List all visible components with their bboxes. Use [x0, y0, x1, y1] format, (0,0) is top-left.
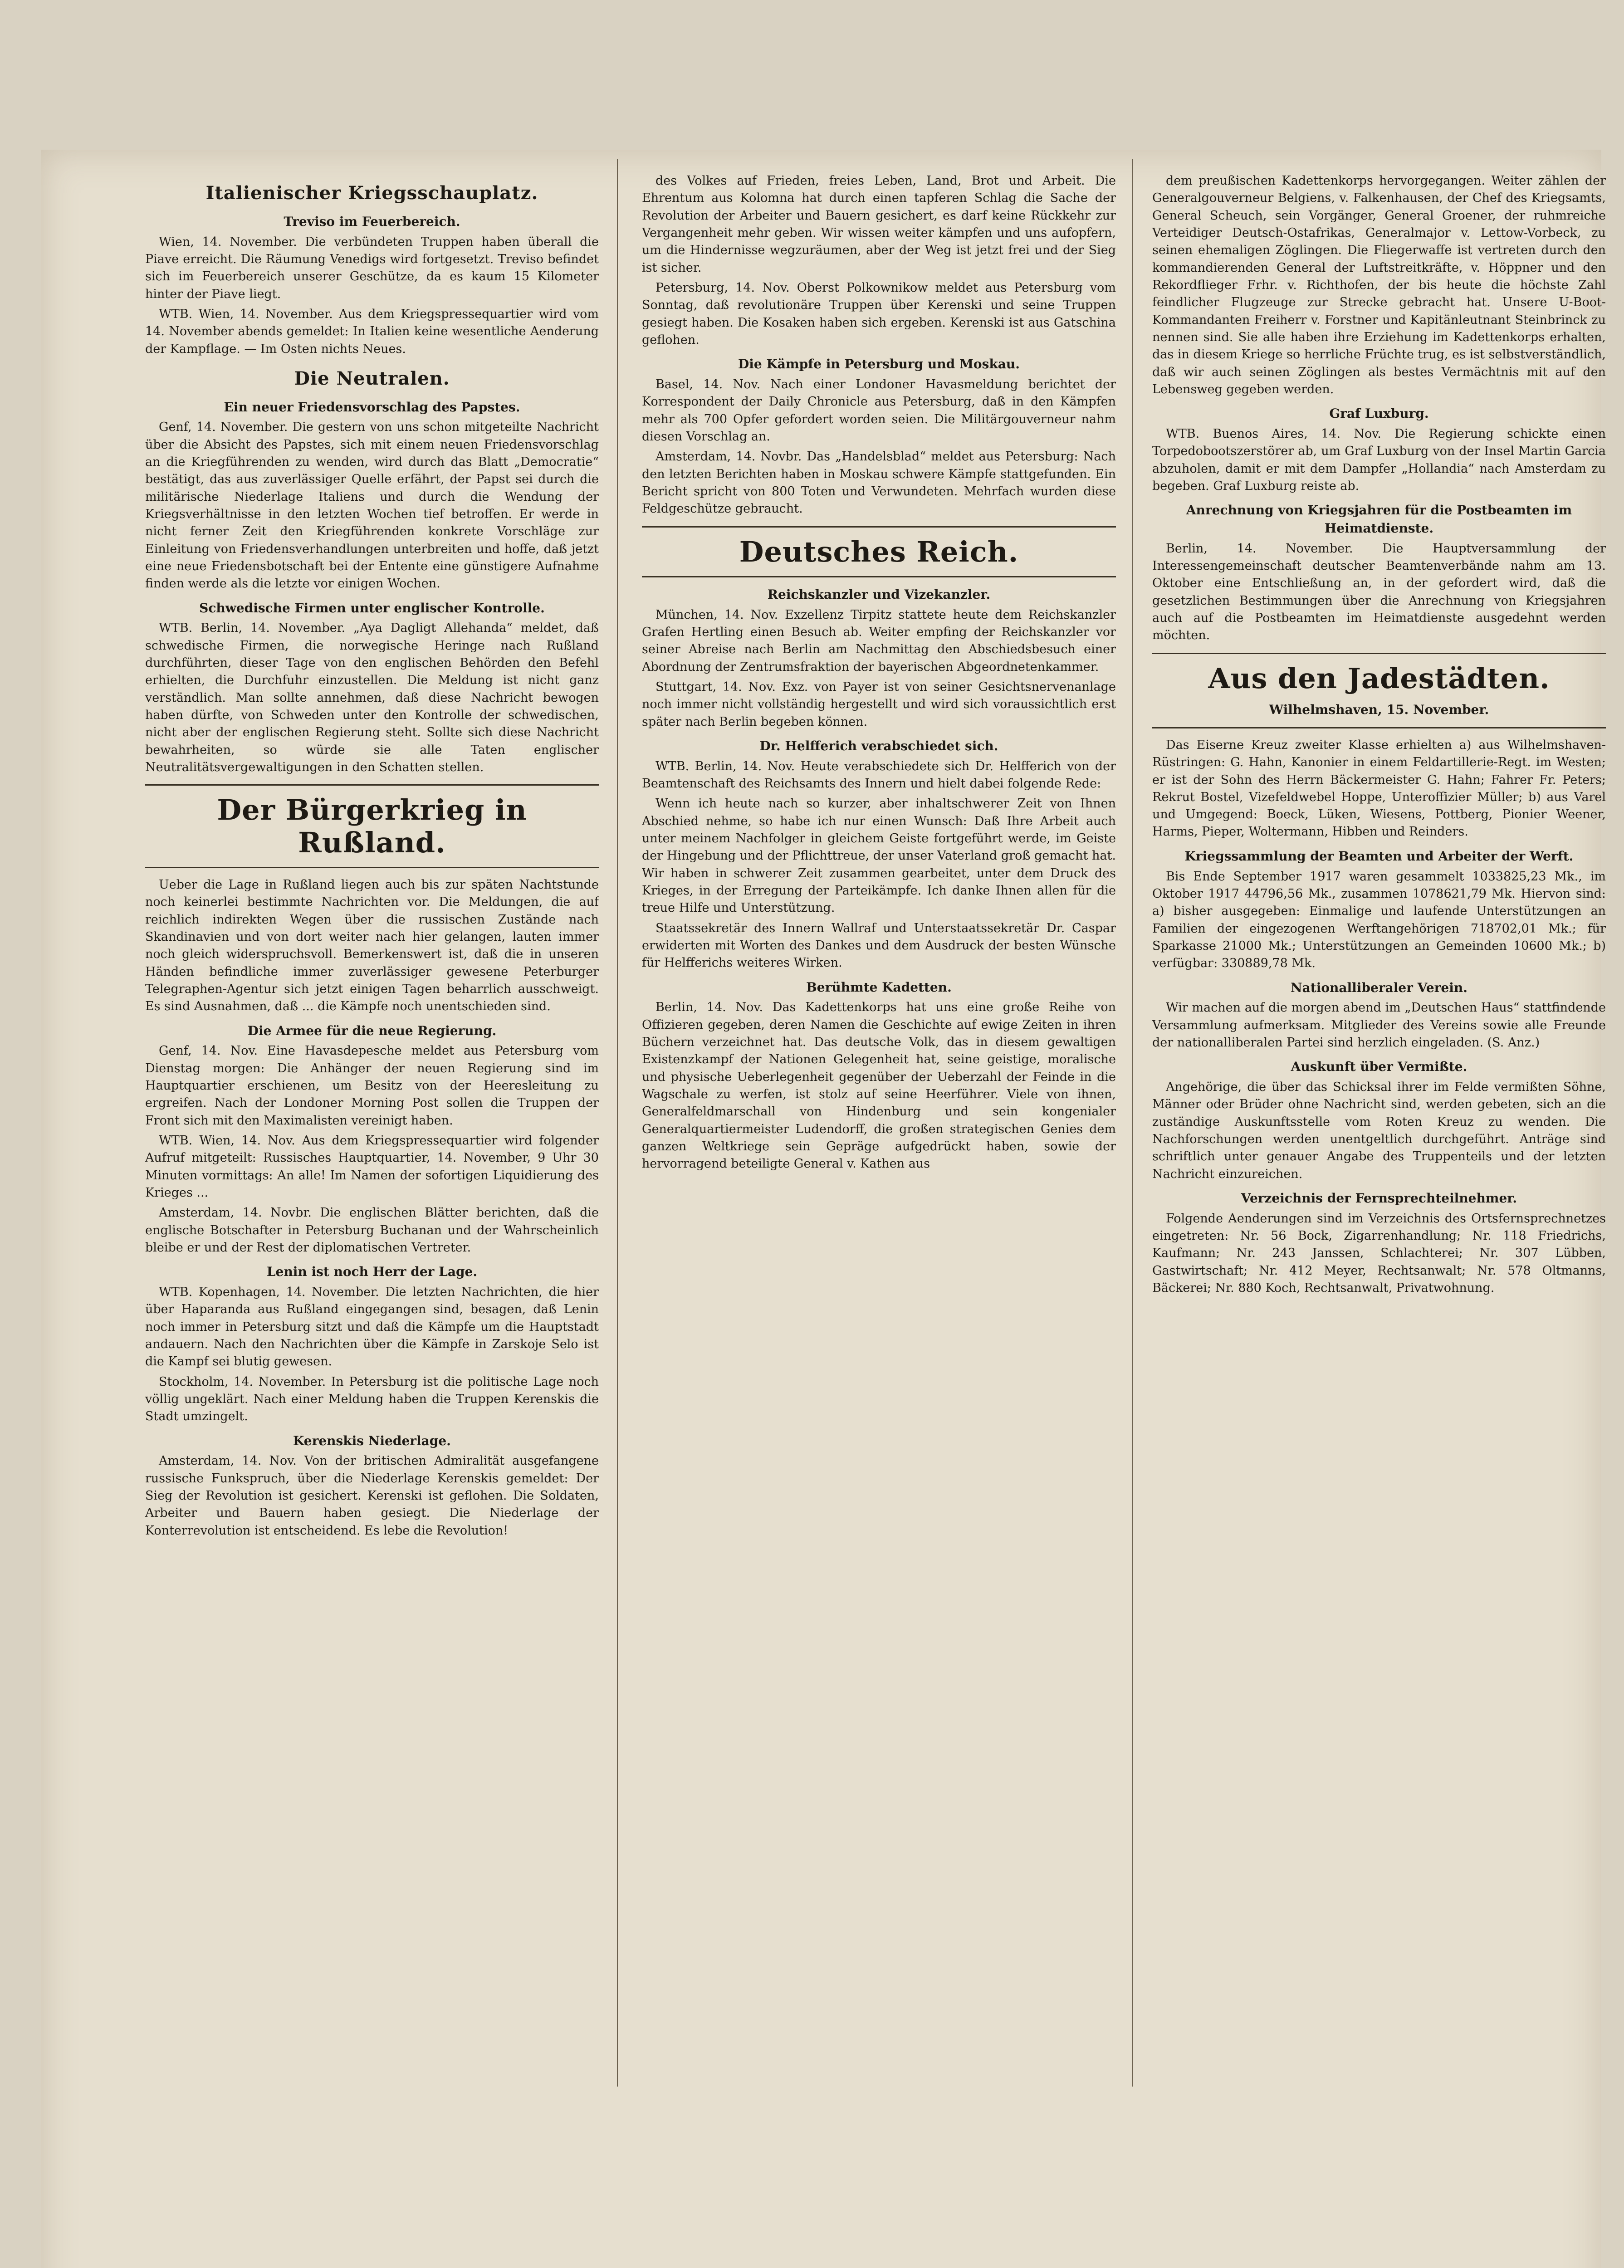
article-text: Amsterdam, 14. Novbr. Das „Handelsblad“ meldet aus Petersburg: Nach den letzten Berichten haben in Moskau schwere Kämpfe stattgefunden. Ein Bericht spricht von 800 Toten und Verwundeten. Mehrfach wurden diese Feldgeschütze gebraucht. [642, 450, 1116, 516]
article-text: Stockholm, 14. November. In Petersburg ist die politische Lage noch völlig ungeklärt. Nach einer Meldung haben die Truppen Kerenskis die Stadt umzingelt. [145, 1374, 599, 1424]
article-text: Berlin, 14. Nov. Das Kadettenkorps hat uns eine große Reihe von Offizieren gegeben, deren Namen die Geschichte auf ewige Zeiten in ihren Büchern verzeichnet hat. Das deutsche Volk, das in diesem gewaltigen Existenzkampf der Nationen Gelegenheit hat, seine geistige, moralische und physische Ueberlegenheit gegenüber der Ueberzahl der Feinde in die Wagschale zu werfen, ist stolz auf seine Heerführer. Viele von ihnen, Generalfeldmarschall von Hindenburg und sein kongenialer Generalquartiermeister Ludendorff, die großen strategischen Genies dem ganzen Weltkriege sein Gepräge aufgedrückt haben, sowie der hervorragend beteiligte General v. Kathen aus [642, 1000, 1116, 1171]
article-text: Ueber die Lage in Rußland liegen auch bis zur späten Nachtstunde noch keinerlei bestimmte Nachrichten vor. Die Meldungen, die auf reichlich indirekten Wegen über die russischen Zustände nach Skandinavien und von dort weiter nach hier gelangen, lauten immer noch gleich widerspruchsvoll. Bemerkenswert ist, daß die in unseren Händen befindliche immer zuverlässiger gewesene Peterburger Telegraphen-Agentur sich jetzt einigen Tagen beharrlich ausschweigt. Es sind Ausnahmen, daß ... die Kämpfe noch unentschieden sind. [145, 877, 599, 1014]
heading-neutrals: Die Neutralen. [294, 367, 450, 389]
article-text: WTB. Buenos Aires, 14. Nov. Die Regierung schickte einen Torpedobootszerstörer ab, um Graf Luxburg von der Insel Martin Garcia abzuholen, damit er mit dem Dampfer „Hollandia“ nach Amsterdam zu begeben. Graf Luxburg reiste ab. [1152, 427, 1606, 493]
subheading: Dr. Helfferich verabschiedet sich. [759, 738, 998, 753]
divider [1152, 653, 1606, 654]
article-text: Wien, 14. November. Die verbündeten Truppen haben überall die Piave erreicht. Die Räumung Venedigs wird fortgesetzt. Treviso befindet sich im Feuerbereich unserer Geschütze, da es kaum 15 Kilometer hinter der Piave liegt. [145, 235, 599, 301]
divider [145, 784, 599, 786]
article-text: Berlin, 14. November. Die Hauptversammlung der Interessengemeinschaft deutscher Beamtenverbände nahm am 13. Oktober eine Entschließung an, in der gefordert wird, daß die gesetzlichen Bestimmungen über die Anrechnung von Kriegsjahren auch auf die Postbeamten im Heimatdienste ausgedehnt werden möchten. [1152, 541, 1606, 643]
column-middle [642, 172, 1116, 2268]
subheading: Anrechnung von Kriegsjahren für die Postbeamten im Heimatdienste. [1186, 503, 1572, 536]
column-rule [617, 159, 618, 2087]
article-text: Das Eiserne Kreuz zweiter Klasse erhielten a) aus Wilhelmshaven-Rüstringen: G. Hahn, Kanonier in einem Feldartillerie-Regt. im Westen; er ist der Sohn des Herrn Bäckermeister G. Hahn; Fahrer Fr. Peters; Rekrut Bostel, Vizefeldwebel Hoppe, Unteroffizier Müller; b) aus Varel und Umgegend: Boeck, Lüken, Wiesens, Pottberg, Pionier Weener, Harms, Pieper, Woltermann, Hibben und Reinders. [1152, 738, 1606, 839]
subheading: Lenin ist noch Herr der Lage. [266, 1264, 478, 1280]
article-text: Angehörige, die über das Schicksal ihrer im Felde vermißten Söhne, Männer oder Brüder ohne Nachricht sind, werden gebeten, sich an die zuständige Auskunftsstelle vom Roten Kreuz zu wenden. Die Nachforschungen werden unentgeltlich durchgeführt. Anträge sind schriftlich unter genauer Angabe des Truppenteils und der letzten Nachricht einzureichen. [1152, 1080, 1606, 1181]
subheading: Auskunft über Vermißte. [1291, 1059, 1467, 1075]
article-text: WTB. Berlin, 14. Nov. Heute verabschiedete sich Dr. Helfferich von der Beamtenschaft des Reichsamts des Innern und hielt dabei folgende Rede: [642, 759, 1116, 791]
subheading: Kriegssammlung der Beamten und Arbeiter der Werft. [1184, 848, 1574, 864]
article-text: Folgende Aenderungen sind im Verzeichnis des Ortsfernsprechnetzes eingetreten: Nr. 56 Bock, Zigarrenhandlung; Nr. 118 Friedrichs, Kaufmann; Nr. 243 Janssen, Schlachterei; Nr. 307 Lübben, Gastwirtschaft; Nr. 412 Meyer, Rechtsanwalt; Nr. 578 Oltmanns, Bäckerei; Nr. 880 Koch, Rechtsanwalt, Privatwohnung. [1152, 1211, 1606, 1295]
subheading: Die Armee für die neue Regierung. [247, 1023, 497, 1038]
article-text: Wir machen auf die morgen abend im „Deutschen Haus“ stattfindende Versammlung aufmerksam. Mitglieder des Vereins sowie alle Freunde der nationalliberalen Partei sind herzlich eingeladen. (S. Anz.) [1152, 1001, 1606, 1050]
article-text: WTB. Berlin, 14. November. „Aya Dagligt Allehanda“ meldet, daß schwedische Firmen, die norwegische Heringe nach Rußland durchführten, dieser Tage von den englischen Behörden den Befehl erhielten, die Durchfuhr einzustellen. Die Meldung ist nicht ganz verständlich. Man sollte annehmen, daß diese Nachricht bewogen haben dürfte, von Schweden unter den Kontrolle der schwedischen, nicht aber der englischen Regierung steht. Sollte sich diese Nachricht bewahrheiten, so würde sie alle Taten englischer Neutralitätsvergewaltigungen in den Schatten stellen. [145, 621, 599, 775]
divider [642, 576, 1116, 577]
article-text: WTB. Wien, 14. Nov. Aus dem Kriegspressequartier wird folgender Aufruf mitgeteilt: Russisches Hauptquartier, 14. November, 9 Uhr 30 Minuten vormittags: An alle! Im Namen der sofortigen Liquidierung des Krieges ... [145, 1133, 599, 1200]
subheading: Schwedische Firmen unter englischer Kontrolle. [199, 600, 545, 616]
article-text: Stuttgart, 14. Nov. Exz. von Payer ist von seiner Gesichtsnervenanlage noch immer nicht vollständig hergestellt und wird sich voraussichtlich erst später nach Berlin begeben können. [642, 680, 1116, 729]
article-text: WTB. Kopenhagen, 14. November. Die letzten Nachrichten, die hier über Haparanda aus Rußland eingegangen sind, besagen, daß Lenin noch immer in Petersburg sitzt und daß die Kämpfe um die Hauptstadt andauern. Nach den Nachrichten über die Kämpfe in Zarskoje Selo ist die Kampf sei blutig gewesen. [145, 1285, 599, 1369]
subheading: Graf Luxburg. [1329, 406, 1429, 421]
subheading: Kerenskis Niederlage. [293, 1433, 451, 1448]
subheading: Reichskanzler und Vizekanzler. [767, 587, 991, 602]
article-text: WTB. Wien, 14. November. Aus dem Kriegspressequartier wird vom 14. November abends gemeldet: In Italien keine wesentliche Aenderung der Kampflage. — Im Osten nichts Neues. [145, 307, 599, 356]
article-text: dem preußischen Kadettenkorps hervorgegangen. Weiter zählen der Generalgouverneur Belgiens, v. Falkenhausen, der Chef des Kriegsamts, General Scheuch, sein Vorgänger, General Groener, der ruhmreiche Verteidiger Deutsch-Ostafrikas, Generalmajor v. Lettow-Vorbeck, zu seinen ehemaligen Zöglingen. Die Fliegerwaffe ist vertreten durch den kommandierenden General der Luftstreitkräfte, v. Höppner und den Rekordflieger Frhr. v. Richthofen, der bis heute die höchste Zahl feindlicher Flugzeuge zur Strecke gebracht hat. Unsere U-Boot-Kommandanten Freiherr v. Forstner und Kapitänleutnant Steinbrinck zu nennen sind. Sie alle haben ihre Erziehung im Kadettenkorps erhalten, das in diesem Kriege so herrliche Früchte trug, es ist selbstverständlich, daß wir auch seinen Zöglingen als bestes Vermächtnis mit auf den Lebensweg gegeben werden. [1152, 174, 1606, 396]
heading-civil-war: Der Bürgerkrieg in Rußland. [217, 793, 527, 859]
article-text: Petersburg, 14. Nov. Oberst Polkownikow meldet aus Petersburg vom Sonntag, daß revolutionäre Truppen über Kerenski und seine Truppen gesiegt haben. Die Kosaken haben sich ergeben. Kerenski ist aus Gatschina geflohen. [642, 280, 1116, 347]
subheading: Die Kämpfe in Petersburg und Moskau. [738, 357, 1020, 372]
article-text: München, 14. Nov. Exzellenz Tirpitz stattete heute dem Reichskanzler Grafen Hertling einen Besuch ab. Weiter empfing der Reichskanzler vor seiner Abreise nach Berlin am Nachmittag den Abschiedsbesuch einer Abordnung der Zentrumsfraktion der bayerischen Abgeordnetenkammer. [642, 607, 1116, 674]
subheading: Ein neuer Friedensvorschlag des Papstes. [224, 399, 520, 415]
article-text: Genf, 14. Nov. Eine Havasdepesche meldet aus Petersburg vom Dienstag morgen: Die Anhänger der neuen Regierung sind im Hauptquartier erschienen, um Besitz von der Heeresleitung zu ergreifen. Nach der Londoner Morning Post sollen die Truppen der Front sich mit den Maximalisten vereinigt haben. [145, 1044, 599, 1128]
article-text: Amsterdam, 14. Nov. Von der britischen Admiralität ausgefangene russische Funkspruch, über die Niederlage Kerenskis gemeldet: Der Sieg der Revolution ist gesichert. Kerenski ist geflohen. Die Soldaten, Arbeiter und Bauern haben gesiegt. Die Niederlage der Konterrevolution ist entscheidend. Es lebe die Revolution! [145, 1454, 599, 1538]
article-text: Genf, 14. November. Die gestern von uns schon mitgeteilte Nachricht über die Absicht des Papstes, sich mit einem neuen Friedensvorschlag an die Kriegführenden zu wenden, wird durch das Blatt „Democratie“ bestätigt, das aus zuverlässiger Quelle erfährt, der Papst sei durch die militärische Niederlage Italiens und durch die Wendung der Kriegsverhältnisse in den letzten Wochen tief betroffen. Er werde in nicht ferner Zeit den Kriegführenden konkrete Vorschläge zur Einleitung von Friedensverhandlungen unterbreiten und hoffe, daß jetzt eine neue Friedensbotschaft bei der Entente eine günstigere Aufnahme finden werde als die letzte vor einigen Wochen. [145, 420, 599, 591]
column-left [145, 172, 599, 2268]
subheading: Nationalliberaler Verein. [1291, 980, 1467, 995]
heading-reich: Deutsches Reich. [739, 535, 1019, 568]
column-right [1152, 172, 1606, 2268]
column-rule [1132, 159, 1133, 2087]
subheading: Treviso im Feuerbereich. [284, 214, 460, 229]
heading-jadestaedte: Aus den Jadestädten. [1208, 661, 1550, 695]
divider [145, 867, 599, 868]
heading-italy: Italienischer Kriegsschauplatz. [205, 182, 538, 204]
article-text: Wenn ich heute nach so kurzer, aber inhaltschwerer Zeit von Ihnen Abschied nehme, so habe ich nur einen Wunsch: Daß Ihre Arbeit auch unter meinem Nachfolger in gleichem Geiste fortgeführt werde, im Geiste der Hingebung und der Pflichttreue, der unser Vaterland groß gemacht hat. Wir haben in schwerer Zeit zusammen gearbeitet, unter dem Druck des Krieges, in der Erregung der Parteikämpfe. Ich danke Ihnen allen für die treue Hilfe und Unterstützung. [642, 797, 1116, 915]
divider [1152, 727, 1606, 728]
divider [642, 526, 1116, 528]
article-text: des Volkes auf Frieden, freies Leben, Land, Brot und Arbeit. Die Ehrentum aus Kolomna hat durch einen tapferen Schlag die Sache der Revolution der Arbeiter und Bauern gesichert, es darf keine Rückkehr zur Vergangenheit mehr geben. Wir wissen weiter kämpfen und uns aufopfern, um die Hindernisse wegzuräumen, aber der Weg ist jetzt frei und der Sieg ist sicher. [642, 174, 1116, 275]
article-text: Staatssekretär des Innern Wallraf und Unterstaatssekretär Dr. Caspar erwiderten mit Worten des Dankes und dem Ausdruck der besten Wünsche für Helfferichs weiteres Wirken. [642, 921, 1116, 970]
subheading: Verzeichnis der Fernsprechteilnehmer. [1241, 1190, 1517, 1206]
article-text: Amsterdam, 14. Novbr. Die englischen Blätter berichten, daß die englische Botschafter in Petersburg Buchanan und der Wahrscheinlich bleibe er und der Rest der diplomatischen Vertreter. [145, 1206, 599, 1255]
article-text: Bis Ende September 1917 waren gesammelt 1033825,23 Mk., im Oktober 1917 44796,56 Mk., zusammen 1078621,79 Mk. Hiervon sind: a) bisher ausgegeben: Einmalige und laufende Unterstützungen an Familien der eingezogenen Werftangehörigen 718702,01 Mk.; für Sparkasse 21000 Mk.; Unterstützungen an Gemeinden 10600 Mk.; b) verfügbar: 330889,78 Mk. [1152, 869, 1606, 971]
article-text: Basel, 14. Nov. Nach einer Londoner Havasmeldung berichtet der Korrespondent der Daily Chronicle aus Petersburg, daß in den Kämpfen mehr als 700 Opfer gefordert worden seien. Die Militärgouverneur nahm diesen Vorschlag an. [642, 377, 1116, 444]
dateline: Wilhelmshaven, 15. November. [1269, 702, 1489, 718]
subheading: Berühmte Kadetten. [806, 979, 952, 995]
